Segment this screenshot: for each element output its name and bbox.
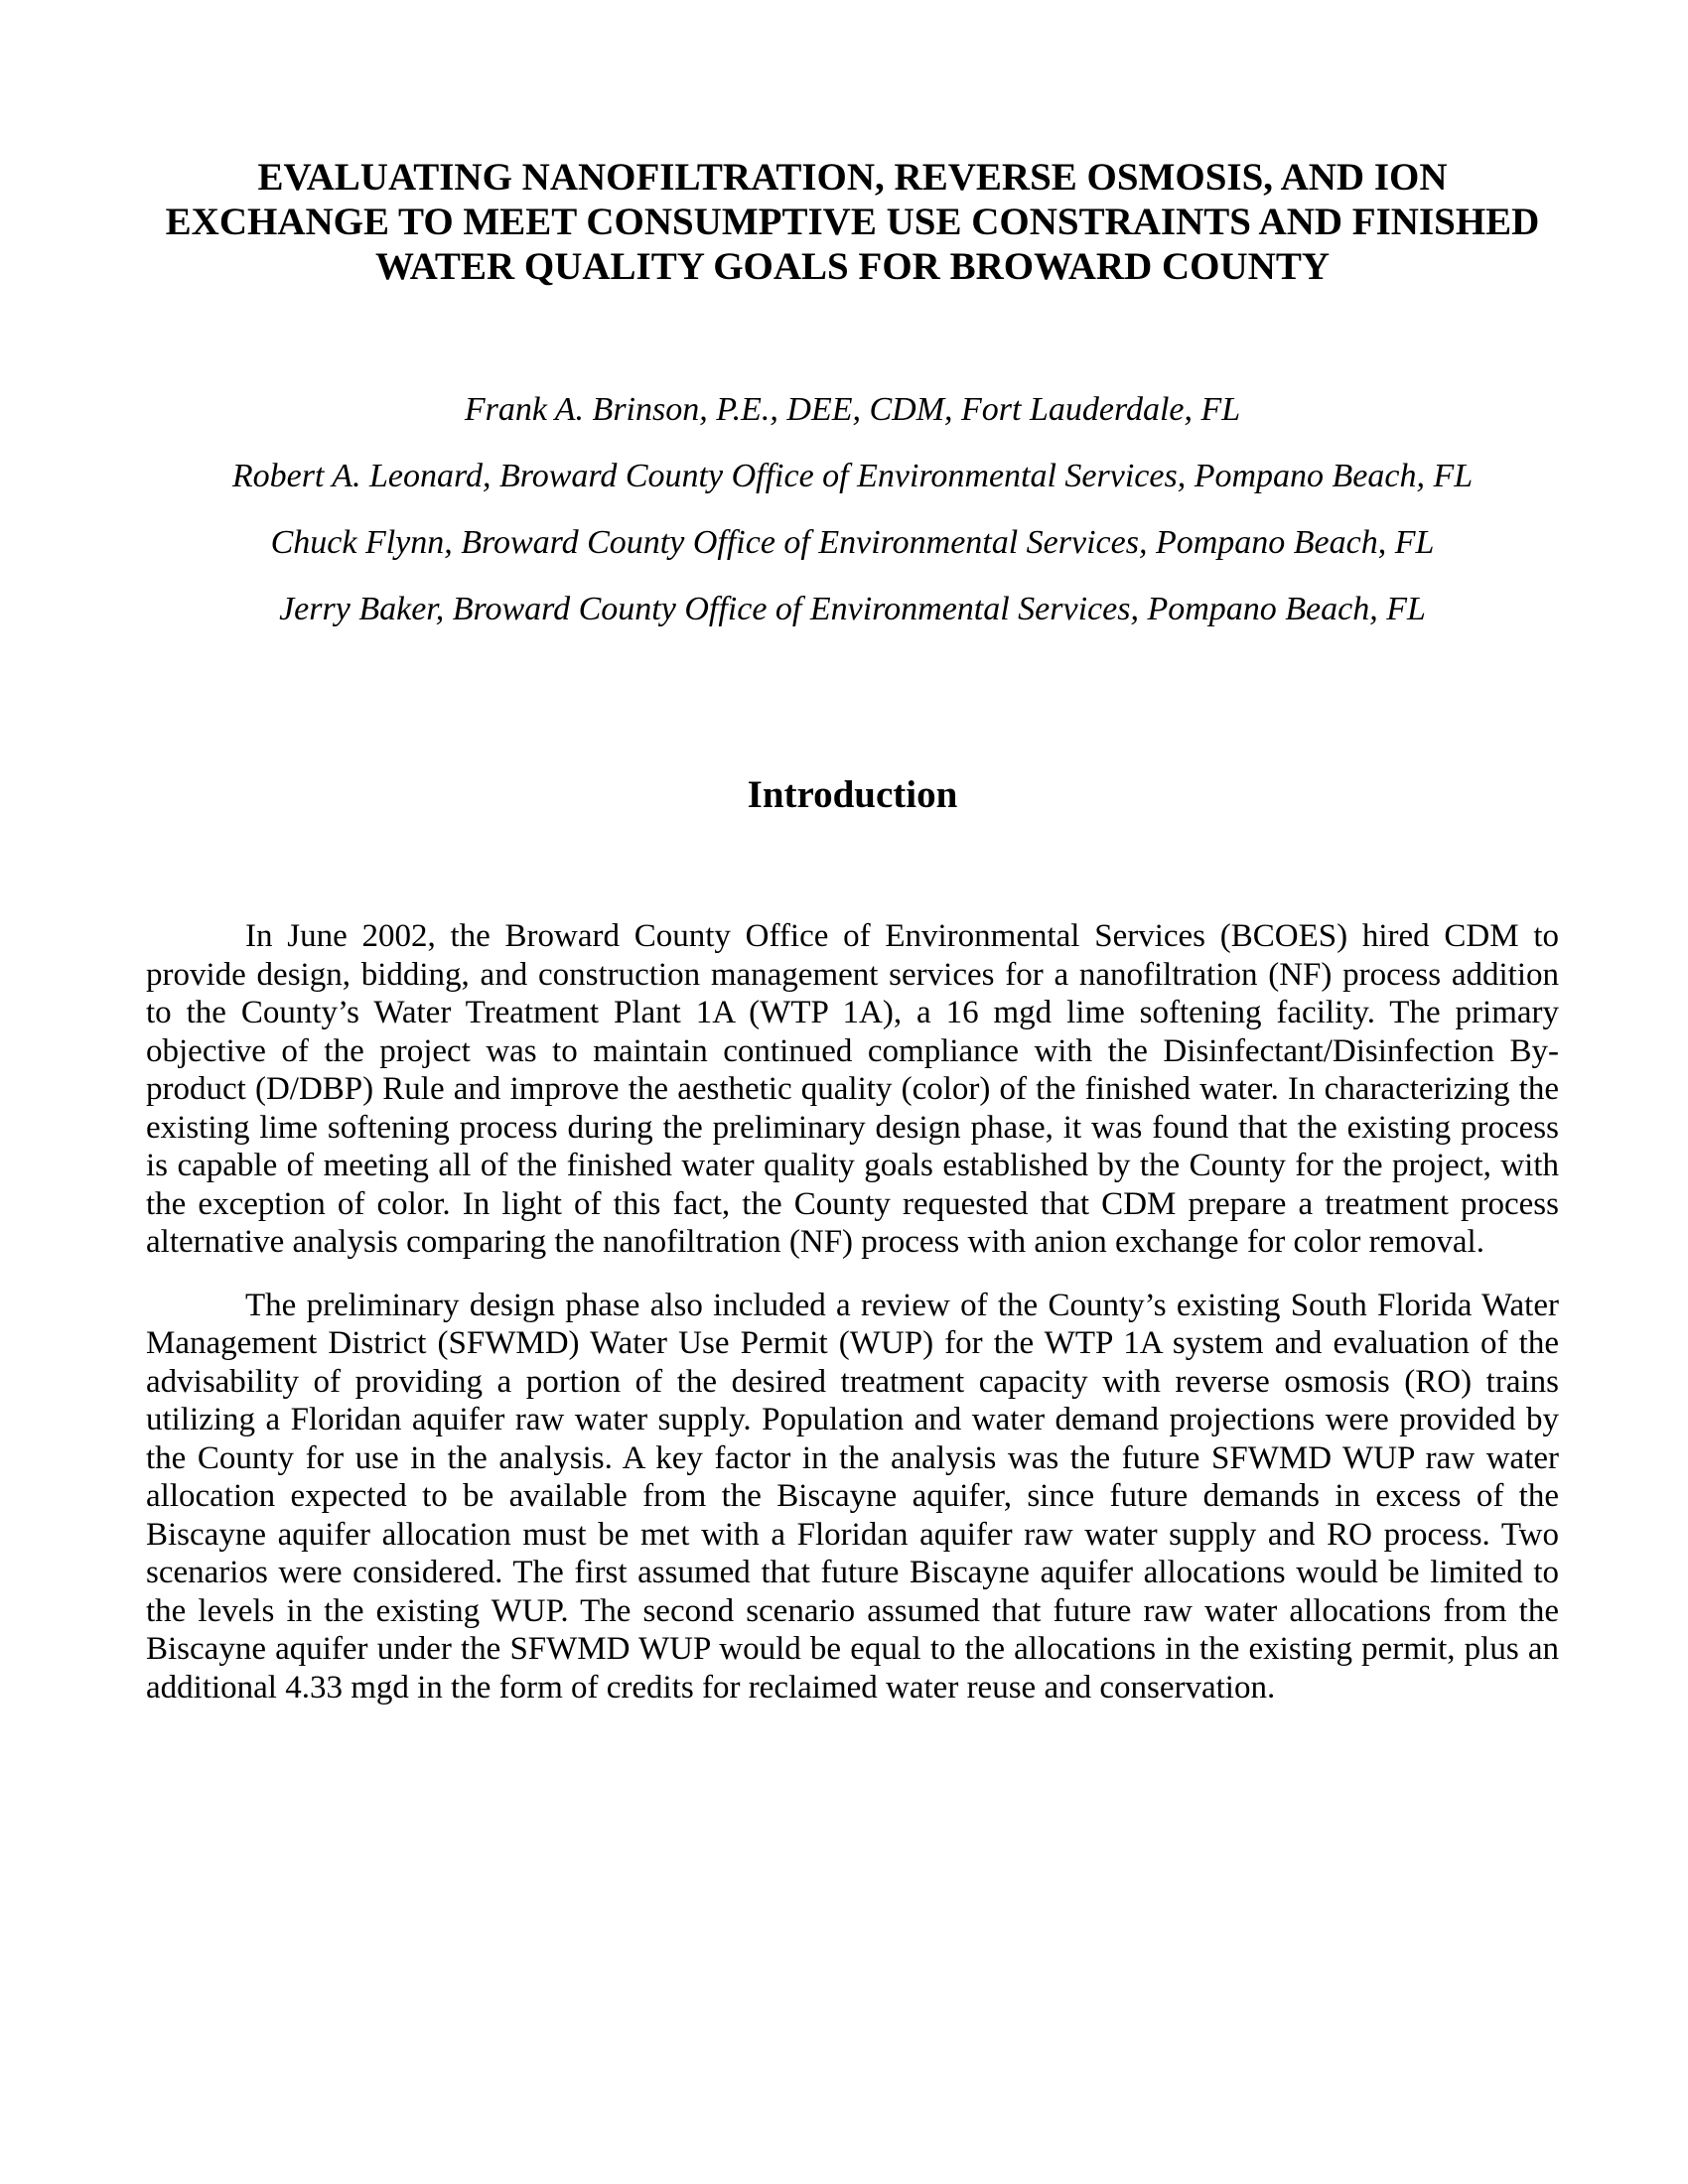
paper-title	[146, 155, 1559, 289]
author-line-3: Chuck Flynn, Broward County Office of Environmental Services, Pompano Beach, FL	[270, 524, 1435, 561]
section-heading-introduction: Introduction	[747, 773, 958, 816]
intro-paragraph-1: In June 2002, the Broward County Office of Environmental Services (BCOES) hired CDM to provide design, bidding, and construction management services for a nanofiltration (NF) process addition to the County’s Water Treatment Plant 1A (WTP 1A), a 16 mgd lime softening facility. The primary objective of the project was to maintain continued compliance with the Disinfectant/Disinfection By-product (D/DBP) Rule and improve the aesthetic quality (color) of the finished water. In characterizing the existing lime softening process during the preliminary design phase, it was found that the existing process is capable of meeting all of the finished water quality goals established by the County for the project, with the exception of color. In light of this fact, the County requested that CDM prepare a treatment process alternative analysis comparing the nanofiltration (NF) process with anion exchange for color removal.	[146, 918, 1559, 1260]
intro-paragraph-2: The preliminary design phase also included a review of the County’s existing South Florida Water Management District (SFWMD) Water Use Permit (WUP) for the WTP 1A system and evaluation of the advisability of providing a portion of the desired treatment capacity with reverse osmosis (RO) trains utilizing a Floridan aquifer raw water supply. Population and water demand projections were provided by the County for use in the analysis. A key factor in the analysis was the future SFWMD WUP raw water allocation expected to be available from the Biscayne aquifer, since future demands in excess of the Biscayne aquifer allocation must be met with a Floridan aquifer raw water supply and RO process. Two scenarios were considered. The first assumed that future Biscayne aquifer allocations would be limited to the levels in the existing WUP. The second scenario assumed that future raw water allocations from the Biscayne aquifer under the SFWMD WUP would be equal to the allocations in the existing permit, plus an additional 4.33 mgd in the form of credits for reclaimed water reuse and conservation.	[146, 1287, 1559, 1706]
author-line-2: Robert A. Leonard, Broward County Office of Environmental Services, Pompano Beach, FL	[231, 458, 1474, 494]
paper-title-line-1: EVALUATING NANOFILTRATION, REVERSE OSMOSIS, AND ION	[257, 156, 1448, 199]
author-line-4: Jerry Baker, Broward County Office of Environmental Services, Pompano Beach, FL	[279, 591, 1426, 627]
paper-title-line-3: WATER QUALITY GOALS FOR BROWARD COUNTY	[374, 245, 1331, 288]
paper-title-line-2: EXCHANGE TO MEET CONSUMPTIVE USE CONSTRAINTS AND FINISHED	[165, 201, 1540, 243]
page-content	[0, 155, 1688, 1706]
author-block	[146, 387, 1559, 631]
author-line-1: Frank A. Brinson, P.E., DEE, CDM, Fort Lauderdale, FL	[464, 391, 1241, 428]
